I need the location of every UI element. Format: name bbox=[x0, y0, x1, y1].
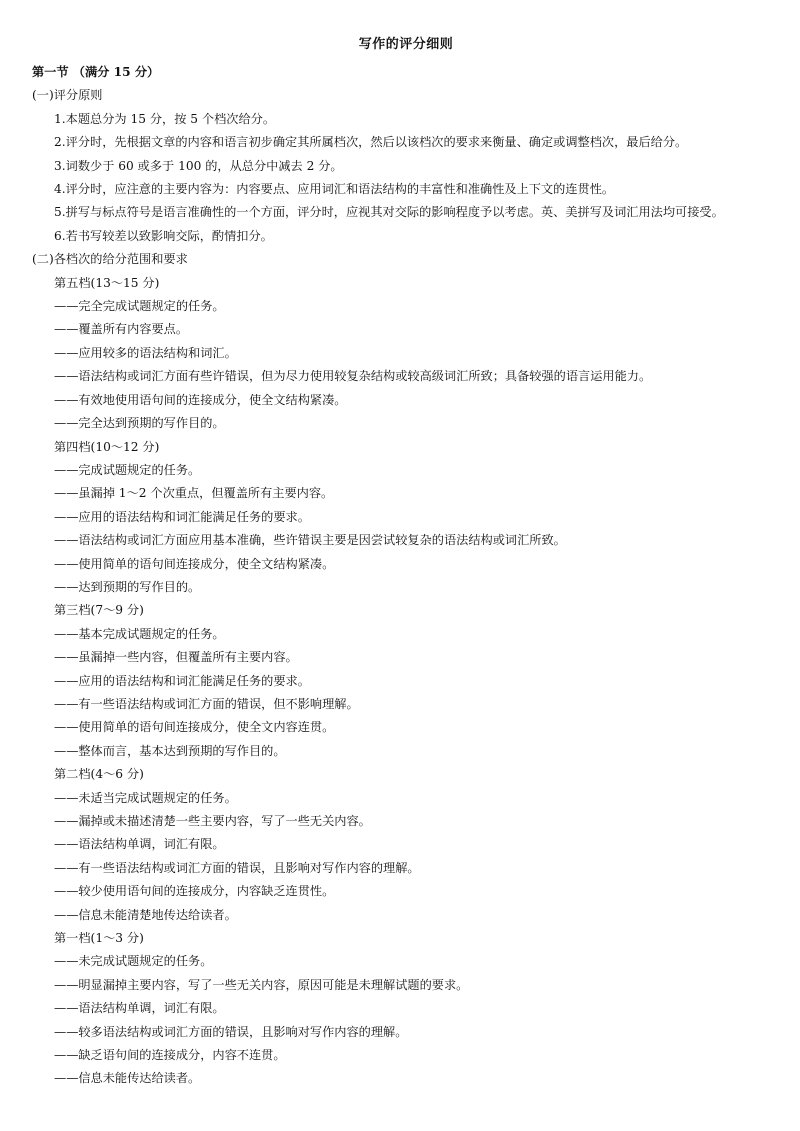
level-criterion: ——较多语法结构或词汇方面的错误，且影响对写作内容的理解。 bbox=[54, 1024, 408, 1039]
principle-item: 5.拼写与标点符号是语言准确性的一个方面，评分时，应视其对交际的影响程度予以考虑。英、美拼写及词汇用法均可接受。 bbox=[54, 205, 724, 220]
level-criterion: ——应用的语法结构和词汇能满足任务的要求。 bbox=[54, 673, 310, 688]
principles-heading: (一)评分原则 bbox=[32, 88, 103, 103]
level-criterion: ——达到预期的写作目的。 bbox=[54, 579, 201, 594]
level-criterion: ——缺乏语句间的连接成分，内容不连贯。 bbox=[54, 1048, 286, 1063]
level-criterion: ——未完成试题规定的任务。 bbox=[54, 954, 213, 969]
level-criterion: ——使用简单的语句间连接成分，使全文内容连贯。 bbox=[54, 720, 335, 735]
level-criterion: ——明显漏掉主要内容，写了一些无关内容，原因可能是未理解试题的要求。 bbox=[54, 977, 469, 992]
level-criterion: ——信息未能清楚地传达给读者。 bbox=[54, 907, 237, 922]
level-criterion: ——有一些语法结构或词汇方面的错误，但不影响理解。 bbox=[54, 696, 359, 711]
level-criterion: ——虽漏掉 1～2 个次重点，但覆盖所有主要内容。 bbox=[54, 486, 334, 501]
level-title: 第三档(7～9 分) bbox=[54, 603, 144, 618]
levels-heading: (二)各档次的给分范围和要求 bbox=[32, 252, 188, 267]
level-criterion: ——应用较多的语法结构和词汇。 bbox=[54, 345, 237, 360]
section-heading: 第一节 （满分 15 分） bbox=[32, 65, 160, 79]
level-block-3 bbox=[32, 599, 780, 763]
level-criterion: ——漏掉或未描述清楚一些主要内容，写了一些无关内容。 bbox=[54, 814, 371, 828]
level-criterion: ——完全完成试题规定的任务。 bbox=[54, 299, 225, 314]
principle-item: 4.评分时，应注意的主要内容为：内容要点、应用词汇和语法结构的丰富性和准确性及上下文的连贯性。 bbox=[54, 182, 615, 197]
principles-list bbox=[32, 108, 780, 248]
level-criterion: ——语法结构或词汇方面应用基本准确，些许错误主要是因尝试较复杂的语法结构或词汇所致。 bbox=[54, 533, 566, 548]
level-criterion: ——信息未能传达给读者。 bbox=[54, 1071, 201, 1086]
level-criterion: ——有效地使用语句间的连接成分，使全文结构紧凑。 bbox=[54, 392, 347, 407]
level-criterion: ——完全达到预期的写作目的。 bbox=[54, 416, 225, 431]
level-title: 第五档(13～15 分) bbox=[54, 275, 160, 290]
principle-item: 1.本题总分为 15 分，按 5 个档次给分。 bbox=[54, 111, 276, 126]
level-criterion: ——基本完成试题规定的任务。 bbox=[54, 626, 225, 641]
level-criterion: ——整体而言，基本达到预期的写作目的。 bbox=[54, 743, 286, 758]
level-criterion: ——有一些语法结构或词汇方面的错误，且影响对写作内容的理解。 bbox=[54, 860, 420, 875]
level-criterion: ——使用简单的语句间连接成分，使全文结构紧凑。 bbox=[54, 556, 335, 571]
level-criterion: ——语法结构单调，词汇有限。 bbox=[54, 1001, 225, 1016]
level-block-1 bbox=[32, 927, 780, 1091]
level-block-4 bbox=[32, 436, 780, 600]
level-criterion: ——语法结构单调，词汇有限。 bbox=[54, 837, 225, 852]
level-criterion: ——语法结构或词汇方面有些许错误，但为尽力使用较复杂结构或较高级词汇所致；具备较强的语言运用能力。 bbox=[54, 369, 652, 384]
level-criterion: ——完成试题规定的任务。 bbox=[54, 462, 201, 477]
level-title: 第二档(4～6 分) bbox=[54, 767, 144, 782]
level-title: 第一档(1～3 分) bbox=[54, 931, 144, 946]
level-title: 第四档(10～12 分) bbox=[54, 439, 160, 454]
document-title: 写作的评分细则 bbox=[358, 37, 454, 52]
level-criterion: ——未适当完成试题规定的任务。 bbox=[54, 790, 237, 805]
principle-item: 3.词数少于 60 或多于 100 的，从总分中减去 2 分。 bbox=[54, 158, 343, 173]
level-criterion: ——较少使用语句间的连接成分，内容缺乏连贯性。 bbox=[54, 884, 335, 899]
principle-item: 6.若书写较差以致影响交际，酌情扣分。 bbox=[54, 228, 273, 243]
level-criterion: ——虽漏掉一些内容，但覆盖所有主要内容。 bbox=[54, 650, 298, 665]
level-criterion: ——覆盖所有内容要点。 bbox=[54, 322, 189, 337]
level-block-5 bbox=[32, 272, 780, 436]
level-block-2 bbox=[32, 763, 780, 927]
level-criterion: ——应用的语法结构和词汇能满足任务的要求。 bbox=[54, 509, 310, 524]
principle-item: 2.评分时，先根据文章的内容和语言初步确定其所属档次，然后以该档次的要求来衡量、确定或调整档次，最后给分。 bbox=[54, 135, 688, 150]
